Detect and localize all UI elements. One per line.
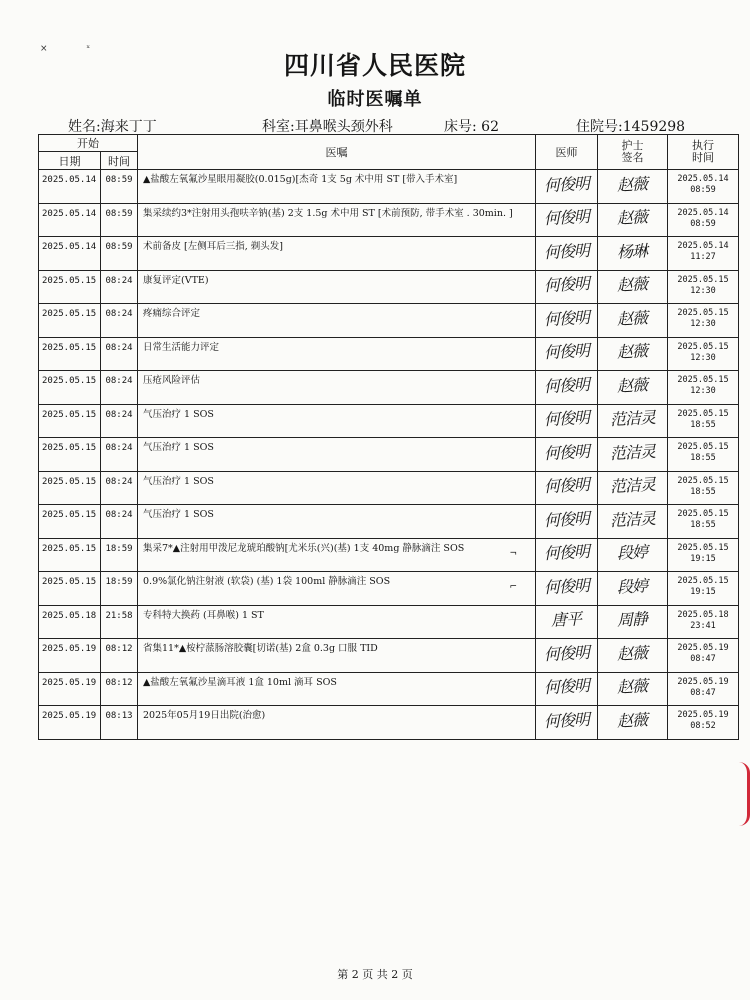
- hospital-name: 四川省人民医院: [283, 51, 466, 80]
- order-text: 2025年05月19日出院(治愈): [143, 710, 266, 721]
- doctor-signature: 何俊明: [543, 173, 590, 195]
- order-text: 0.9%氯化钠注射液 (软袋) (基) 1袋 100ml 静脉滴注 SOS: [143, 576, 391, 587]
- nurse-signature-cell: [598, 605, 668, 639]
- doctor-signature-cell: [536, 371, 598, 405]
- nurse-signature-cell: [598, 538, 668, 572]
- nurse-signature: 赵薇: [616, 341, 648, 363]
- order-time: 08:24: [101, 270, 138, 304]
- exec-date: 2025.05.15: [677, 442, 729, 452]
- doctor-signature-cell: [536, 270, 598, 304]
- doctor-signature-cell: [536, 505, 598, 539]
- exec-time: 08:47: [690, 687, 716, 698]
- order-date: 2025.05.14: [39, 203, 101, 237]
- bracket-mark: ⌐: [509, 582, 517, 592]
- nurse-signature: 赵薇: [616, 307, 648, 329]
- order-text: ▲盐酸左氧氟沙星眼用凝胶(0.015g)[杰奇 1支 5g 术中用 ST [带入手术室]: [143, 174, 458, 185]
- doctor-signature-cell: [536, 237, 598, 271]
- doctor-signature: 何俊明: [543, 575, 590, 597]
- exec-date: 2025.05.19: [677, 710, 729, 720]
- page-number: 第 2 页 共 2 页: [337, 968, 413, 981]
- bed-field: [444, 116, 499, 136]
- col-nurse: [598, 135, 668, 170]
- order-row: [39, 304, 739, 338]
- order-text-cell: [138, 471, 536, 505]
- exec-time: 19:15: [690, 553, 716, 564]
- patient-name-label: 姓名:: [68, 119, 101, 135]
- doctor-signature: 何俊明: [543, 508, 590, 530]
- exec-time-cell: [668, 471, 739, 505]
- doctor-signature-cell: [536, 639, 598, 673]
- order-time: 08:12: [101, 639, 138, 673]
- exec-time: 12:30: [690, 386, 716, 396]
- doctor-signature-cell: [536, 404, 598, 438]
- order-text-cell: [138, 404, 536, 438]
- nurse-signature-cell: [598, 371, 668, 405]
- nurse-signature: 赵薇: [616, 374, 648, 396]
- order-row: [39, 337, 739, 371]
- admission-field: [576, 116, 685, 136]
- nurse-signature: 段婷: [616, 575, 648, 597]
- col-doctor: 医师: [536, 135, 598, 170]
- doctor-signature-cell: [536, 304, 598, 338]
- order-text-cell: [138, 371, 536, 405]
- order-time: 08:24: [101, 471, 138, 505]
- order-date: 2025.05.18: [39, 605, 101, 639]
- dept-field: [262, 116, 393, 136]
- order-text-cell: [138, 237, 536, 271]
- order-date: 2025.05.19: [39, 639, 101, 673]
- order-time: 08:59: [101, 170, 138, 204]
- corner-mark-1: ×: [40, 44, 48, 54]
- exec-time-cell: [668, 270, 739, 304]
- order-text: ▲盐酸左氧氟沙星滴耳液 1盒 10ml 滴耳 SOS: [143, 676, 337, 688]
- exec-time-cell: [668, 337, 739, 371]
- nurse-signature: 范洁灵: [609, 441, 656, 463]
- order-text: 集采续约3*注射用头孢呋辛钠(基) 2支 1.5g 术中用 ST [术前预防, 带手术室 . 30min. ]: [143, 207, 513, 219]
- nurse-signature: 赵薇: [616, 173, 648, 195]
- doctor-signature-cell: [536, 337, 598, 371]
- order-text: 气压治疗 1 SOS: [143, 408, 214, 420]
- doctor-signature: 何俊明: [543, 642, 590, 664]
- nurse-signature: 杨琳: [616, 240, 648, 262]
- doctor-signature: 何俊明: [543, 240, 590, 262]
- col-time: 时间: [101, 152, 138, 170]
- order-row: [39, 605, 739, 639]
- doctor-signature-cell: [536, 572, 598, 606]
- exec-time: 12:30: [690, 319, 716, 329]
- doctor-signature: 何俊明: [543, 475, 590, 497]
- nurse-signature-cell: [598, 404, 668, 438]
- nurse-signature-cell: [598, 706, 668, 740]
- exec-date: 2025.05.15: [677, 408, 729, 419]
- order-row: [39, 371, 739, 405]
- col-nurse-label: 护士签名: [621, 139, 644, 164]
- exec-date: 2025.05.19: [677, 676, 729, 687]
- exec-date: 2025.05.15: [677, 308, 729, 318]
- col-exec-label: 执行时间: [692, 139, 714, 164]
- order-text-cell: [138, 639, 536, 673]
- exec-time-cell: [668, 438, 739, 472]
- order-time: 08:13: [101, 706, 138, 740]
- exec-time-cell: [668, 505, 739, 539]
- exec-time: 18:55: [690, 486, 716, 497]
- order-time: 21:58: [101, 605, 138, 639]
- doctor-signature-cell: [536, 471, 598, 505]
- order-row: [39, 170, 739, 204]
- nurse-signature: 赵薇: [616, 207, 648, 229]
- order-date: 2025.05.15: [39, 270, 101, 304]
- nurse-signature-cell: [598, 572, 668, 606]
- exec-time-cell: [668, 538, 739, 572]
- nurse-signature-cell: [598, 438, 668, 472]
- nurse-signature: 范洁灵: [609, 508, 656, 530]
- nurse-signature-cell: [598, 672, 668, 706]
- order-date: 2025.05.15: [39, 304, 101, 338]
- order-time: 08:24: [101, 371, 138, 405]
- nurse-signature: 周静: [616, 609, 648, 631]
- exec-time: 08:52: [690, 721, 716, 731]
- order-row: [39, 672, 739, 706]
- nurse-signature-cell: [598, 639, 668, 673]
- order-text: 康复评定(VTE): [143, 274, 209, 286]
- order-row: [39, 404, 739, 438]
- exec-time-cell: [668, 605, 739, 639]
- exec-date: 2025.05.15: [677, 475, 729, 486]
- exec-time: 18:55: [690, 453, 716, 463]
- order-text-cell: [138, 170, 536, 204]
- order-row: [39, 438, 739, 472]
- exec-date: 2025.05.18: [677, 609, 729, 620]
- nurse-signature: 赵薇: [616, 676, 648, 698]
- order-date: 2025.05.15: [39, 337, 101, 371]
- order-row: [39, 237, 739, 271]
- order-time: 08:59: [101, 237, 138, 271]
- exec-time-cell: [668, 304, 739, 338]
- order-row: [39, 270, 739, 304]
- order-row: [39, 203, 739, 237]
- nurse-signature-cell: [598, 471, 668, 505]
- order-row: [39, 471, 739, 505]
- dept-label: 科室:: [262, 119, 295, 135]
- order-time: 18:59: [101, 538, 138, 572]
- order-date: 2025.05.15: [39, 471, 101, 505]
- nurse-signature: 范洁灵: [609, 475, 656, 497]
- exec-time-cell: [668, 672, 739, 706]
- order-text: 集采7*▲注射用甲泼尼龙琥珀酸钠[尤米乐(兴)(基) 1支 40mg 静脉滴注 SOS: [143, 542, 465, 554]
- exec-time-cell: [668, 706, 739, 740]
- order-time: 08:24: [101, 337, 138, 371]
- patient-name: 海来丁丁: [100, 119, 157, 135]
- nurse-signature-cell: [598, 237, 668, 271]
- order-text: 专科特大换药 (耳鼻喉) 1 ST: [143, 609, 264, 621]
- order-date: 2025.05.15: [39, 572, 101, 606]
- admission-no: 1459298: [622, 119, 686, 135]
- exec-time-cell: [668, 572, 739, 606]
- exec-time: 18:55: [690, 419, 716, 430]
- order-text-cell: [138, 538, 536, 572]
- order-text-cell: [138, 203, 536, 237]
- exec-time: 11:27: [690, 252, 716, 262]
- col-start: 开始: [39, 135, 138, 152]
- order-text-cell: [138, 438, 536, 472]
- exec-date: 2025.05.15: [677, 375, 729, 385]
- order-date: 2025.05.14: [39, 237, 101, 271]
- doctor-signature-cell: [536, 203, 598, 237]
- doctor-signature: 何俊明: [543, 408, 590, 430]
- form-title: 临时医嘱单: [327, 89, 423, 110]
- order-date: 2025.05.15: [39, 505, 101, 539]
- doctor-signature-cell: [536, 438, 598, 472]
- exec-date: 2025.05.15: [677, 509, 729, 519]
- order-date: 2025.05.15: [39, 404, 101, 438]
- exec-date: 2025.05.15: [677, 542, 729, 553]
- order-row: [39, 572, 739, 606]
- col-order: 医嘱: [138, 135, 536, 170]
- exec-time-cell: [668, 203, 739, 237]
- order-text: 气压治疗 1 SOS: [143, 475, 214, 487]
- doctor-signature: 何俊明: [543, 307, 590, 329]
- nurse-signature-cell: [598, 505, 668, 539]
- order-time: 08:59: [101, 203, 138, 237]
- order-text-cell: [138, 605, 536, 639]
- orders-table: [38, 134, 739, 740]
- red-stamp-edge: [739, 762, 750, 826]
- doctor-signature-cell: [536, 672, 598, 706]
- doctor-signature: 何俊明: [543, 207, 590, 229]
- exec-time: 19:15: [690, 587, 716, 597]
- doctor-signature-cell: [536, 538, 598, 572]
- order-text: 日常生活能力评定: [143, 341, 220, 353]
- order-text-cell: [138, 505, 536, 539]
- doctor-signature: 何俊明: [543, 542, 590, 564]
- nurse-signature: 赵薇: [616, 642, 648, 664]
- doctor-signature: 何俊明: [543, 676, 590, 698]
- exec-time: 23:41: [690, 620, 716, 631]
- order-time: 08:24: [101, 304, 138, 338]
- nurse-signature: 段婷: [616, 542, 648, 564]
- exec-time: 08:47: [690, 654, 716, 664]
- order-row: [39, 639, 739, 673]
- order-text: 省集11*▲桉柠蒎肠溶胶囊[切诺(基) 2盒 0.3g 口服 TID: [143, 643, 378, 654]
- exec-date: 2025.05.19: [677, 643, 729, 653]
- exec-time: 12:30: [690, 352, 716, 363]
- patient-name-field: [68, 116, 157, 136]
- order-text-cell: [138, 572, 536, 606]
- col-exec: [668, 135, 739, 170]
- admission-label: 住院号:: [576, 119, 623, 135]
- exec-time-cell: [668, 404, 739, 438]
- order-time: 08:24: [101, 505, 138, 539]
- exec-date: 2025.05.15: [677, 576, 729, 586]
- exec-time-cell: [668, 237, 739, 271]
- order-date: 2025.05.14: [39, 170, 101, 204]
- doctor-signature-cell: [536, 170, 598, 204]
- exec-date: 2025.05.14: [677, 241, 729, 251]
- order-time: 08:24: [101, 404, 138, 438]
- exec-time-cell: [668, 170, 739, 204]
- nurse-signature-cell: [598, 270, 668, 304]
- order-row: [39, 706, 739, 740]
- bed-value: 62: [481, 119, 499, 135]
- order-text-cell: [138, 304, 536, 338]
- order-row: [39, 505, 739, 539]
- doctor-signature: 何俊明: [543, 709, 590, 731]
- exec-time: 18:55: [690, 520, 716, 530]
- order-text-cell: [138, 270, 536, 304]
- nurse-signature-cell: [598, 304, 668, 338]
- nurse-signature-cell: [598, 203, 668, 237]
- order-text: 压疮风险评估: [143, 375, 201, 386]
- nurse-signature: 赵薇: [616, 274, 648, 296]
- order-date: 2025.05.15: [39, 371, 101, 405]
- col-date: 日期: [39, 152, 101, 170]
- bed-label: 床号:: [444, 119, 477, 135]
- exec-time: 08:59: [690, 218, 716, 229]
- exec-time-cell: [668, 639, 739, 673]
- order-date: 2025.05.15: [39, 538, 101, 572]
- order-date: 2025.05.19: [39, 672, 101, 706]
- doctor-signature-cell: [536, 706, 598, 740]
- doctor-signature: 何俊明: [543, 274, 590, 296]
- doctor-signature-cell: [536, 605, 598, 639]
- exec-date: 2025.05.15: [677, 341, 729, 352]
- order-text: 气压治疗 1 SOS: [143, 509, 214, 520]
- exec-date: 2025.05.15: [677, 274, 729, 285]
- order-time: 08:12: [101, 672, 138, 706]
- order-date: 2025.05.19: [39, 706, 101, 740]
- order-text: 疼痛综合评定: [143, 308, 201, 319]
- nurse-signature-cell: [598, 337, 668, 371]
- order-time: 18:59: [101, 572, 138, 606]
- order-text-cell: [138, 337, 536, 371]
- exec-date: 2025.05.14: [677, 207, 729, 218]
- doctor-signature: 何俊明: [543, 441, 590, 463]
- nurse-signature-cell: [598, 170, 668, 204]
- order-text: 气压治疗 1 SOS: [143, 442, 214, 453]
- doctor-signature: 何俊明: [543, 374, 590, 396]
- nurse-signature: 范洁灵: [609, 408, 656, 430]
- exec-time: 08:59: [690, 185, 716, 195]
- exec-time-cell: [668, 371, 739, 405]
- bracket-mark: ¬: [509, 548, 517, 559]
- order-row: [39, 538, 739, 572]
- exec-date: 2025.05.14: [677, 174, 729, 184]
- order-text-cell: [138, 672, 536, 706]
- order-text-cell: [138, 706, 536, 740]
- exec-time: 12:30: [690, 285, 716, 296]
- doctor-signature: 唐平: [550, 609, 582, 631]
- order-text: 术前备皮 [左侧耳后三指, 剃头发]: [143, 241, 283, 252]
- nurse-signature: 赵薇: [616, 709, 648, 731]
- order-date: 2025.05.15: [39, 438, 101, 472]
- dept-value: 耳鼻喉头颈外科: [294, 119, 393, 135]
- doctor-signature: 何俊明: [543, 341, 590, 363]
- order-rows: [39, 170, 739, 740]
- corner-mark-2: ˣ: [86, 44, 91, 54]
- order-time: 08:24: [101, 438, 138, 472]
